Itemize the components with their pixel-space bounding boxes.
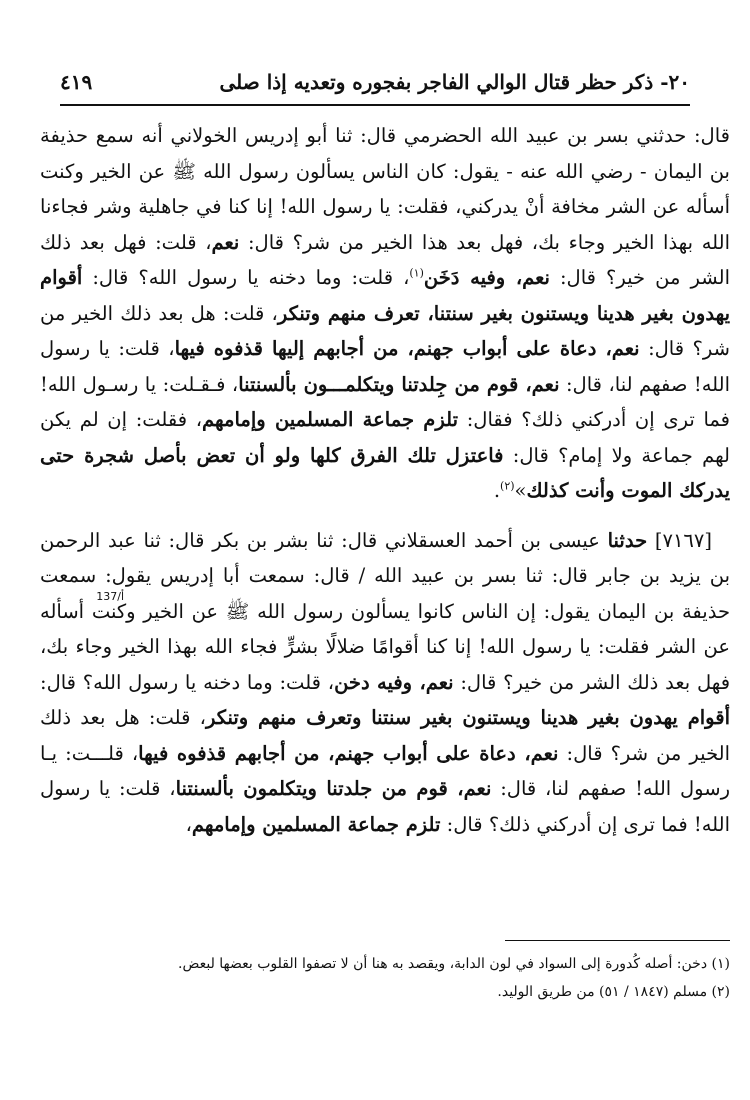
- emphasized-text: فاعتزل تلك الفرق كلها ولو أن تعض بأصل شجرة حتى يدركك الموت وأنت كذلك: [40, 443, 730, 502]
- emphasized-text: حدثنا: [607, 528, 648, 552]
- emphasized-text: تلزم جماعة المسلمين وإمامهم: [191, 812, 441, 836]
- text-run: ، قلت: هل بعد ذلك الخير من شر؟ قال:: [40, 706, 731, 765]
- footnote-2: (٢) مسلم (١٨٤٧ / ٥١) من طريق الوليد.: [497, 984, 730, 1000]
- text-run: ،: [185, 812, 192, 836]
- emphasized-text: نعم، دعاة على أبواب جهنم، من أجابهم إليها قذفوه فيها: [174, 337, 640, 360]
- footnotes: [40, 950, 730, 1006]
- text-run: ، قلت: فهل بعد ذلك الشر من خير؟ قال:: [40, 230, 730, 289]
- text-run: ، فقلت: إن لم يكن لهم جماعة ولا إمام؟ قال:: [40, 408, 731, 467]
- manuscript-folio-note: 137/أ: [96, 590, 124, 603]
- footnote-divider: [505, 940, 730, 941]
- emphasized-text: نعم: [211, 230, 240, 254]
- text-run: ، قلت: وما دخنه يا رسول الله؟ قال:: [40, 670, 335, 694]
- text-run: قال: حدثني بسر بن عبيد الله الحضرمي قال: ثنا أبو إدريس الخولاني أنه سمع حذيفة بن اليمان - رضي الله عنه - يقول: كان الناس يسألون رسول الله ﷺ عن الخير وكنت أسأله عن الشر مخافة أنْ يدركني، فقلت: يا رسول الله! إنا كنا في جاهلية وشر فجاءنا الله بهذا الخير وجاء بك، فهل بعد هذا الخير من شر؟ قال:: [40, 124, 730, 254]
- emphasized-text: نعم، دعاة على أبواب جهنم، من أجابهم قذفوه فيها: [138, 741, 559, 765]
- page-number: ٤١٩: [60, 70, 93, 94]
- text-run: ، فـقـلت: يا رسـول الله! فما ترى إن أدركني ذلك؟ فقال:: [40, 372, 730, 431]
- footnote-1: (١) دخن: أصله كُدورة إلى السواد في لون الدابة، ويقصد به هنا أن لا تصفوا القلوب بعضها لبعض.: [178, 956, 730, 972]
- emphasized-text: نعم، قوم من جِلدتنا ويتكلمـــون بألسنتنا: [238, 372, 560, 396]
- text-run: .: [493, 479, 501, 502]
- chapter-title: ٢٠- ذكر حظر قتال الوالي الفاجر بفجوره وتعديه إذا صلى: [219, 70, 690, 94]
- emphasized-text: أقوام يهدون بغير هدينا ويستنون بغير سنتنا وتعرف منهم وتنكر: [205, 706, 730, 729]
- text-run: ، قلت: هل بعد ذلك الخير من شر؟ قال:: [40, 301, 730, 360]
- emphasized-text: نعم، وفيه دَخَن: [423, 266, 550, 289]
- text-run: ، قلت: يا رسول الله! صفهم لنا، قال:: [40, 337, 730, 396]
- text-run: عيسى بن أحمد العسقلاني قال: ثنا بشر بن بكر قال: ثنا عبد الرحمن بن يزيد بن جابر قال: ثنا بسر بن عبيد الله / قال: سمعت أبا إدريس يقول: سمعت حذيفة بن اليمان يقول: إن الناس كانوا يسألون رسول الله ﷺ عن الخير وكنت أسأله عن الشر فقلت: يا رسول الله! إنا كنا أقوامًا ضلالًا بشرٍّ فجاء الله بهذا الخير وجاء بك، فهل بعد ذلك الشر من خير؟ قال:: [40, 528, 731, 694]
- text-run: ، قلـــت: يـا رسول الله! صفهم لنا، قال:: [40, 741, 731, 800]
- text-run: [٧١٦٧]: [647, 528, 712, 552]
- text-run: ، قلت: يا رسول الله! فما ترى إن أدركني ذلك؟ قال:: [40, 777, 730, 836]
- hadith-paragraph-7167: [40, 523, 730, 843]
- text-run: »: [514, 479, 527, 502]
- emphasized-text: أقوام يهدون بغير هدينا ويستنون بغير سنتنا، تعرف منهم وتنكر: [40, 266, 730, 325]
- header-divider: [60, 104, 690, 106]
- emphasized-text: نعم، وفيه دخن: [334, 670, 454, 694]
- hadith-paragraph-continued: [40, 118, 730, 509]
- running-header: [60, 62, 690, 102]
- footnote-ref: (٢): [500, 479, 515, 493]
- footnote-ref: (١): [409, 266, 424, 280]
- main-text: [40, 118, 730, 938]
- emphasized-text: نعم، قوم من جلدتنا ويتكلمون بألسنتنا: [175, 777, 492, 800]
- text-run: ، قلت: وما دخنه يا رسول الله؟ قال:: [82, 266, 410, 289]
- emphasized-text: تلزم جماعة المسلمين وإمامهم: [202, 408, 459, 431]
